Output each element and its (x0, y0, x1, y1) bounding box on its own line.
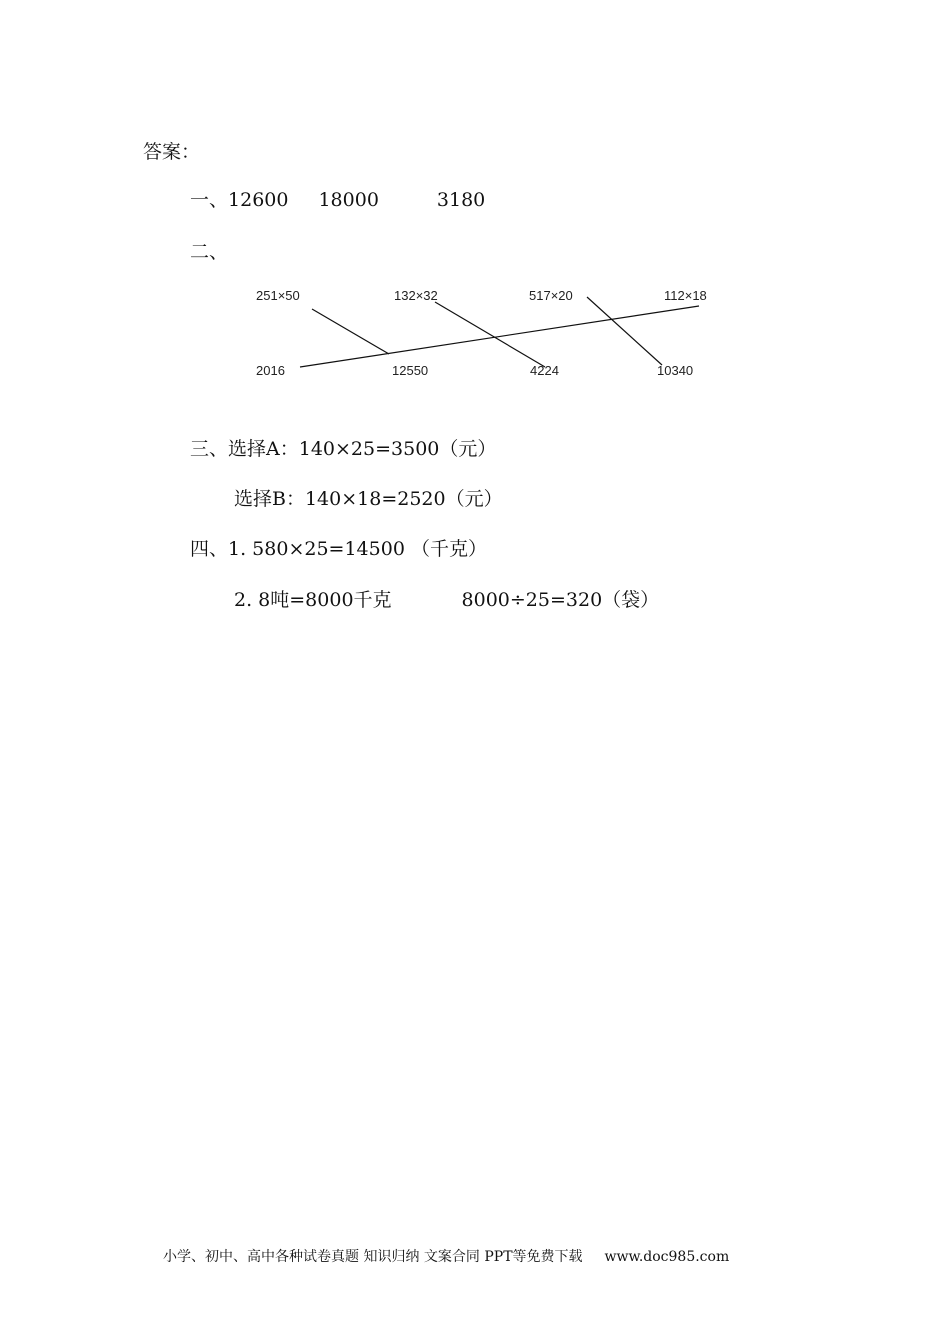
answer-1c: 3180 (436, 189, 486, 211)
answer-1b: 18000 (318, 189, 379, 211)
section-1-answers (190, 188, 485, 212)
section-2-label: 二、 (190, 241, 229, 263)
choice-a: 选择A：140×25=3500（元） (228, 438, 497, 460)
match-line-132x32-4224 (435, 302, 545, 367)
section-1-label: 一、 (190, 189, 229, 211)
bottom-item-4: 10340 (657, 363, 694, 378)
match-line-517x20-10340 (587, 297, 662, 365)
footer-text: 小学、初中、高中各种试卷真题 知识归纳 文案合同 PPT等免费下载 (163, 1249, 583, 1265)
match-line-251x50-12550 (312, 309, 389, 354)
bottom-item-2: 12550 (392, 363, 429, 378)
bottom-item-1: 2016 (256, 363, 285, 378)
answer-1a: 12600 (228, 189, 289, 211)
problem-4-1: 1. 580×25=14500 （千克） (228, 538, 487, 560)
footer (163, 1246, 729, 1266)
choice-b: 选择B：140×18=2520（元） (234, 488, 503, 510)
matching-diagram (252, 282, 732, 382)
answer-heading: 答案： (143, 141, 201, 163)
bottom-item-3: 4224 (530, 363, 559, 378)
section-4-label: 四、 (190, 538, 229, 560)
top-item-3: 517×20 (529, 288, 573, 303)
section-3-label: 三、 (190, 438, 229, 460)
problem-4-2-conversion: 2. 8吨=8000千克 (234, 589, 392, 611)
top-item-1: 251×50 (256, 288, 300, 303)
footer-url[interactable]: www.doc985.com (604, 1249, 730, 1265)
section-4-line-2 (234, 588, 659, 612)
section-3-line-1 (190, 437, 496, 461)
top-item-2: 132×32 (394, 288, 438, 303)
problem-4-2-division: 8000÷25=320（袋） (461, 589, 660, 611)
top-item-4: 112×18 (664, 288, 707, 303)
section-4-line-1 (190, 537, 487, 561)
